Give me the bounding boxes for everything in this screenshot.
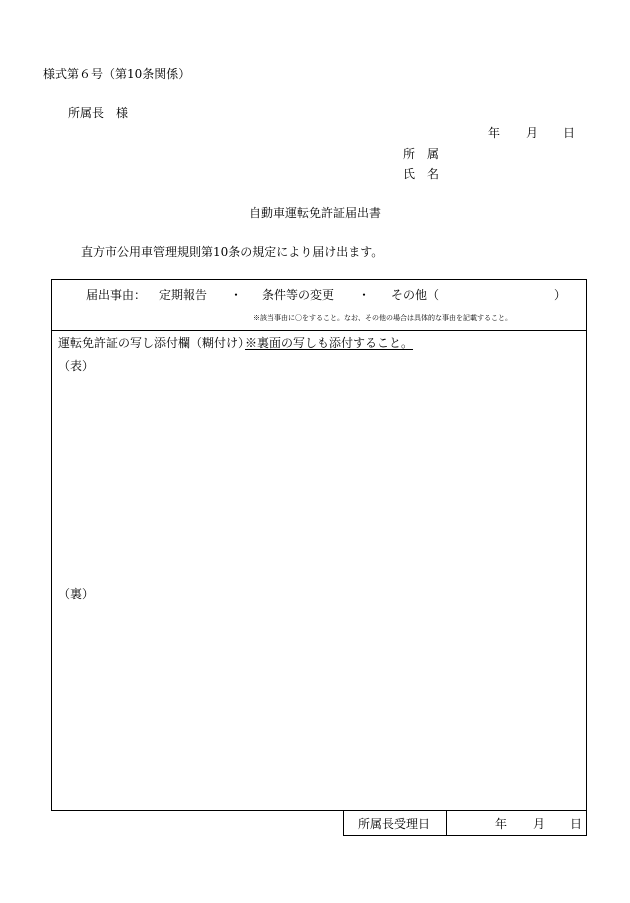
attach-front-label: （表） <box>58 359 95 373</box>
table-divider <box>52 330 586 331</box>
date-year-label: 年 <box>488 126 501 140</box>
document-title: 自動車運転免許証届出書 <box>249 206 382 220</box>
form-number: 様式第６号（第10条関係） <box>43 67 191 81</box>
addressee: 所属長 様 <box>68 106 129 120</box>
reason-option-change[interactable]: 条件等の変更 <box>262 288 335 302</box>
date-month-label: 月 <box>526 126 539 140</box>
reason-separator-1: ・ <box>230 288 243 302</box>
reason-close-paren: ） <box>554 288 567 302</box>
receipt-label: 所属長受理日 <box>358 817 431 831</box>
receipt-month-label: 月 <box>533 817 546 831</box>
name-label: 氏 名 <box>403 167 440 181</box>
reason-option-other[interactable]: その他（ <box>391 288 440 302</box>
receipt-date-box <box>343 811 587 836</box>
form-table <box>51 279 587 811</box>
attach-instruction: ※裏面の写しも添付すること。 <box>245 336 414 350</box>
date-day-label: 日 <box>563 126 576 140</box>
receipt-divider <box>446 811 447 835</box>
receipt-day-label: 日 <box>570 817 583 831</box>
reason-separator-2: ・ <box>358 288 371 302</box>
receipt-year-label: 年 <box>495 817 508 831</box>
intro-text: 直方市公用車管理規則第10条の規定により届け出ます。 <box>81 245 384 259</box>
reason-option-periodic[interactable]: 定期報告 <box>159 288 208 302</box>
attach-back-label: （裏） <box>58 587 95 601</box>
attach-label: 運転免許証の写し添付欄（糊付け） <box>58 336 251 350</box>
reason-label: 届出事由： <box>86 288 147 302</box>
reason-note: ※該当事由に〇をすること。なお、その他の場合は具体的な事由を記載すること。 <box>253 314 512 322</box>
affiliation-label: 所 属 <box>403 147 440 161</box>
